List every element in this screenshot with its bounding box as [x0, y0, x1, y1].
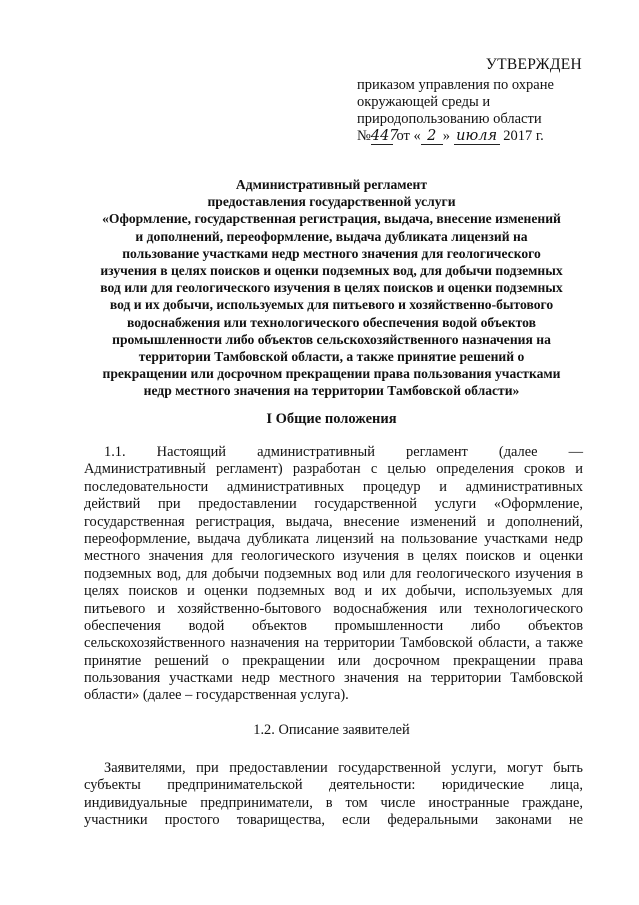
paragraph-line: Административный регламент) разработан с целью определения сроков и [84, 461, 583, 478]
paragraph-line: участники простого товарищества, если федеральными законами не [84, 812, 583, 829]
title-line: и дополнений, переоформление, выдача дубликата лицензий на [135, 228, 528, 244]
order-day: 2 [421, 129, 443, 145]
approval-line: приказом управления по охране [357, 77, 554, 93]
subsection-heading: 1.2. Описание заявителей [253, 722, 410, 738]
title-line: прекращении или досрочном прекращении права пользования участками [102, 366, 561, 382]
title-line: вод и их добычи, используемых для питьевого и хозяйственно-бытового [109, 297, 554, 313]
paragraph-line: переоформление, выдача дубликата лицензий на пользование участками недр [84, 530, 583, 547]
section-heading: I Общие положения [266, 411, 397, 427]
title-line: предоставления государственной услуги [207, 194, 456, 210]
title-line: пользование участками недр местного значения для геологического [122, 245, 541, 261]
title-line: изучения в целях поисков и оценки подземных вод, для добычи подземных [100, 263, 563, 279]
paragraph-line: области» (далее – государственная услуга). [84, 687, 349, 704]
title-line: территории Тамбовской области, а также принятие решений о [138, 349, 525, 365]
order-year: 2017 г. [503, 128, 544, 144]
order-quote-close: » [442, 128, 450, 144]
approval-line: природопользованию области [357, 111, 542, 127]
order-number: 447 [370, 128, 399, 144]
approval-order-block [357, 77, 597, 145]
order-month: июля [454, 129, 500, 145]
paragraph-line: целях поисков и оценки подземных вод и их добычи, используемых для [84, 583, 583, 600]
order-from-label: от « [396, 128, 421, 144]
paragraph-line: местного значения для геологического изучения в целях поисков и оценки [84, 548, 583, 565]
paragraph-line: подземных вод, для добычи подземных вод или для геологического изучения в [84, 565, 583, 582]
paragraph-line: обеспечения водой объектов промышленности либо объектов [84, 617, 583, 634]
paragraph-line: питьевого и хозяйственно-бытового водоснабжения или технологического [84, 600, 583, 617]
paragraph-line: принятие решений о прекращении или досрочном прекращении права [84, 652, 583, 669]
title-line: «Оформление, государственная регистрация, выдача, внесение изменений [102, 211, 561, 227]
order-reference [357, 128, 597, 145]
paragraph-line: 1.1. Настоящий административный регламент (далее — [104, 444, 583, 460]
title-line: Административный регламент [235, 177, 428, 192]
paragraph-line: государственная регистрация, выдача, внесение изменений и дополнений, [84, 513, 583, 530]
title-line: вод или для геологического изучения в целях поисков и оценки подземных [100, 280, 563, 296]
title-line: недр местного значения на территории Тамбовской области» [143, 383, 520, 399]
paragraph-1-1 [84, 444, 583, 705]
approval-stamp-title: УТВЕРЖДЕН [485, 56, 582, 73]
order-number-sign: № [357, 128, 371, 144]
regulation-title [80, 176, 583, 400]
paragraph-line: последовательности административных процедур и административных [84, 478, 583, 495]
paragraph-line: индивидуальные предприниматели, в том числе иностранные граждане, [84, 794, 583, 811]
paragraph-line: Заявителями, при предоставлении государственной услуги, могут быть [104, 760, 583, 776]
approval-line: окружающей среды и [357, 94, 491, 110]
paragraph-line: действий при предоставлении государственной услуги «Оформление, [84, 496, 583, 513]
paragraph-line: субъекты предпринимательской деятельности: юридические лица, [84, 777, 583, 794]
title-line: промышленности либо объектов сельскохозяйственного назначения на [112, 331, 551, 347]
paragraph-1-2 [84, 760, 583, 830]
title-line: водоснабжения или технологического обеспечения водой объектов [127, 314, 536, 330]
paragraph-line: сельскохозяйственного назначения на территории Тамбовской области, а также [84, 635, 583, 652]
paragraph-line: пользования участками недр местного значения на территории Тамбовской [84, 670, 583, 687]
